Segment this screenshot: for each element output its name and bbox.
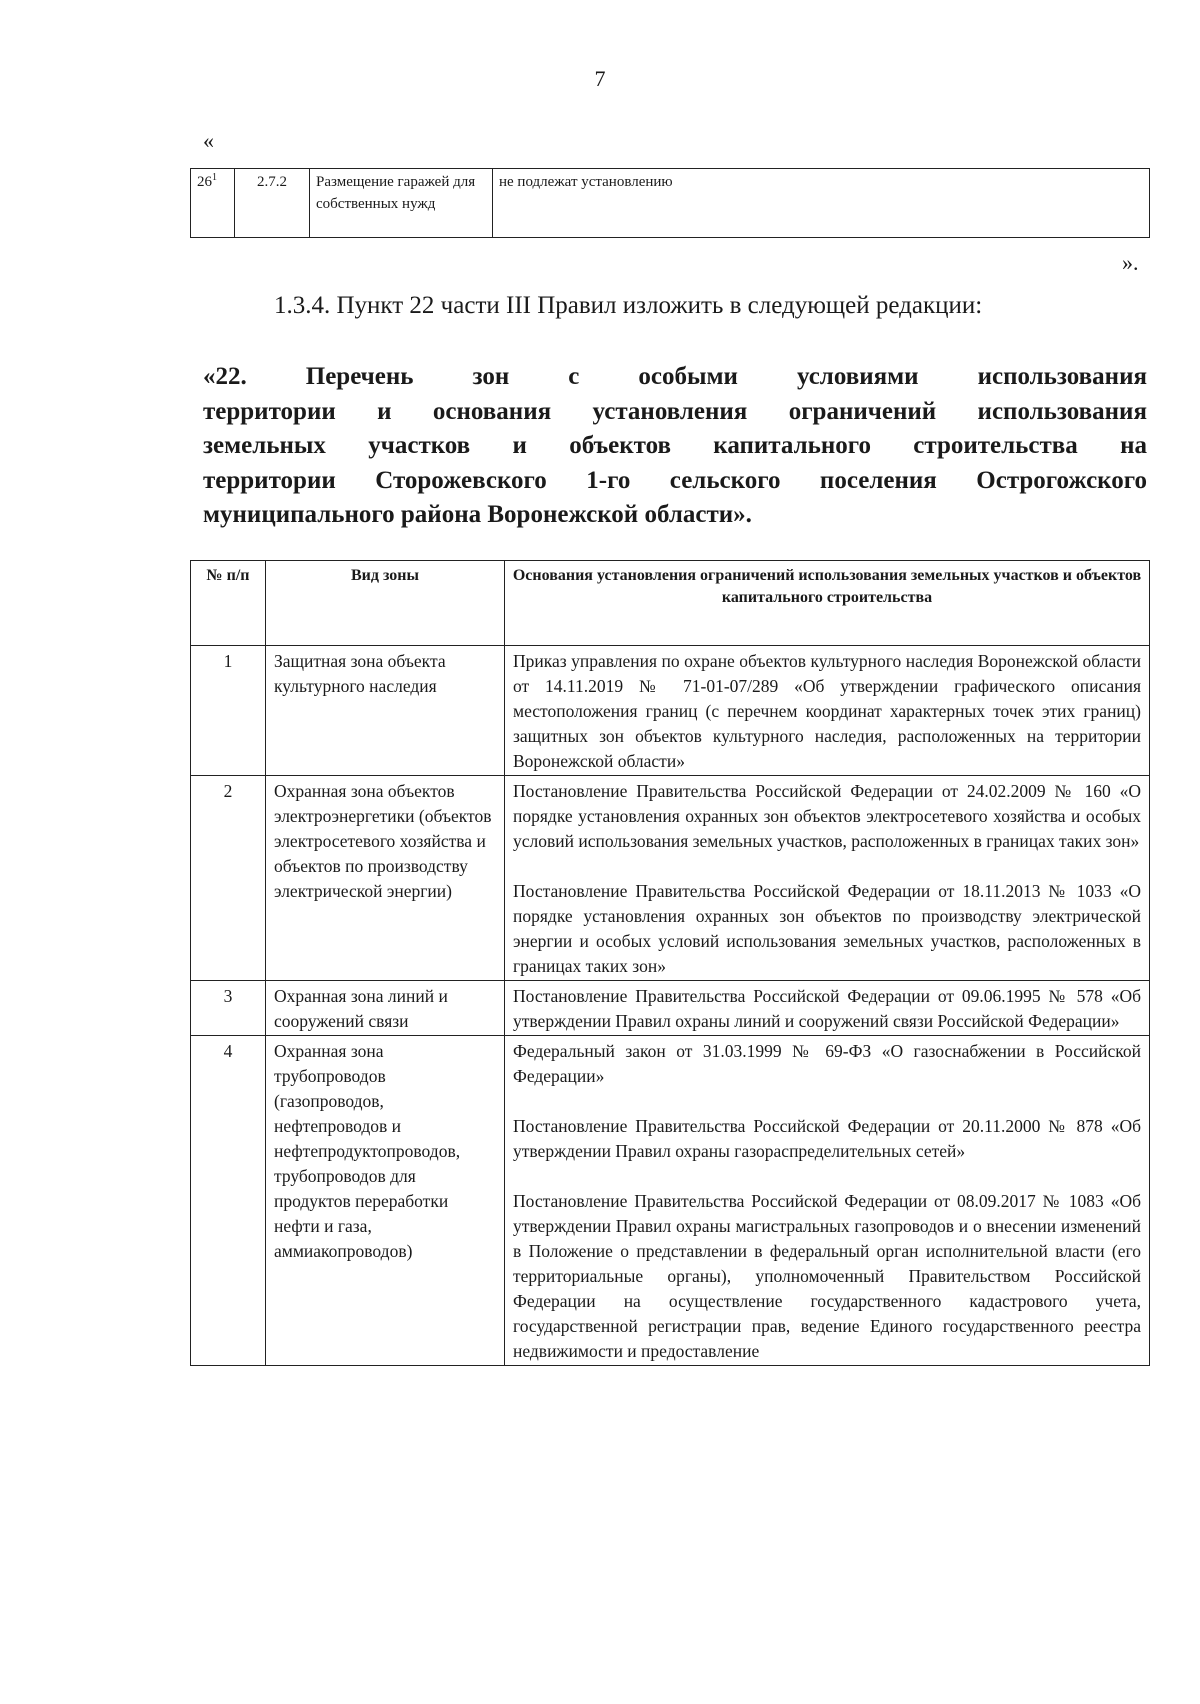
zone-type: Охранная зона трубопроводов (газопроводов, нефтепроводов и нефтепродуктопроводов, трубопроводов для продуктов переработки нефти и газа, аммиакопроводов) xyxy=(266,1036,505,1366)
basis-cell xyxy=(505,776,1150,981)
row-num: 3 xyxy=(191,981,266,1036)
use-name-cell: Размещение гаражей для собственных нужд xyxy=(310,169,493,238)
table-row xyxy=(191,1036,1150,1366)
amendment-paragraph: 1.3.4. Пункт 22 части III Правил изложить в следующей редакции: xyxy=(274,292,983,319)
row-num: 4 xyxy=(191,1036,266,1366)
header-zone: Вид зоны xyxy=(266,561,505,646)
land-use-table-fragment xyxy=(190,168,1150,238)
zone-type: Охранная зона объектов электроэнергетики (объектов электросетевого хозяйства и объектов по производству электрической энергии) xyxy=(266,776,505,981)
basis-cell xyxy=(505,981,1150,1036)
code-cell: 2.7.2 xyxy=(235,169,310,238)
row-number-superscript: 1 xyxy=(212,172,217,183)
basis-paragraph: Постановление Правительства Российской Федерации от 09.06.1995 № 578 «Об утверждении Правил охраны линий и сооружений связи Российской Федерации» xyxy=(513,986,1141,1031)
value-cell: не подлежат установлению xyxy=(493,169,1150,238)
header-num: № п/п xyxy=(191,561,266,646)
zones-table xyxy=(190,560,1150,1366)
row-number-cell xyxy=(191,169,235,238)
open-quote: « xyxy=(203,128,214,153)
basis-paragraph: Приказ управления по охране объектов культурного наследия Воронежской области от 14.11.2019 № 71-01-07/289 «Об утверждении графического описания местоположения границ (с перечнем координат характерных точек этих границ) защитных зон объектов культурного наследия, расположенных на территории Воронежской области» xyxy=(513,651,1141,771)
heading-line: муниципального района Воронежской области». xyxy=(203,501,752,528)
basis-cell xyxy=(505,646,1150,776)
basis-cell xyxy=(505,1036,1150,1366)
zone-type: Защитная зона объекта культурного наследия xyxy=(266,646,505,776)
basis-paragraph: Постановление Правительства Российской Федерации от 18.11.2013 № 1033 «О порядке установления охранных зон объектов по производству электрической энергии и особых условий использования земельных участков, расположенных в границах таких зон» xyxy=(513,881,1141,976)
table-row xyxy=(191,169,1150,238)
table-header-row xyxy=(191,561,1150,646)
table-row xyxy=(191,646,1150,776)
table-row xyxy=(191,981,1150,1036)
heading-line: «22. Перечень зон с особыми условиями использования xyxy=(203,363,1147,390)
page-number: 7 xyxy=(594,66,606,91)
basis-paragraph: Постановление Правительства Российской Федерации от 24.02.2009 № 160 «О порядке установления охранных зон объектов электросетевого хозяйства и особых условий использования земельных участков, расположенных в границах таких зон» xyxy=(513,781,1141,851)
basis-paragraph: Федеральный закон от 31.03.1999 № 69-ФЗ «О газоснабжении в Российской Федерации» xyxy=(513,1041,1141,1086)
heading-line: территории Сторожевского 1-го сельского поселения Острогожского xyxy=(203,466,1147,494)
heading-line: территории и основания установления ограничений использования xyxy=(203,397,1147,425)
close-quote: ». xyxy=(1122,250,1139,275)
basis-paragraph: Постановление Правительства Российской Федерации от 08.09.2017 № 1083 «Об утверждении Правил охраны магистральных газопроводов и о внесении изменений в Положение о представлении в федеральный орган исполнительной власти (его территориальные органы), уполномоченный Правительством Российской Федерации на осуществление государственного кадастрового учета, государственной регистрации прав, ведение Единого государственного реестра недвижимости и предоставление xyxy=(513,1191,1141,1361)
table-row xyxy=(191,776,1150,981)
row-num: 1 xyxy=(191,646,266,776)
row-number: 26 xyxy=(197,174,212,190)
section-heading xyxy=(203,360,1147,533)
zone-type: Охранная зона линий и сооружений связи xyxy=(266,981,505,1036)
basis-paragraph: Постановление Правительства Российской Федерации от 20.11.2000 № 878 «Об утверждении Правил охраны газораспределительных сетей» xyxy=(513,1116,1141,1161)
heading-line: земельных участков и объектов капитального строительства на xyxy=(203,432,1147,459)
row-num: 2 xyxy=(191,776,266,981)
header-basis: Основания установления ограничений использования земельных участков и объектов капитального строительства xyxy=(505,561,1150,646)
